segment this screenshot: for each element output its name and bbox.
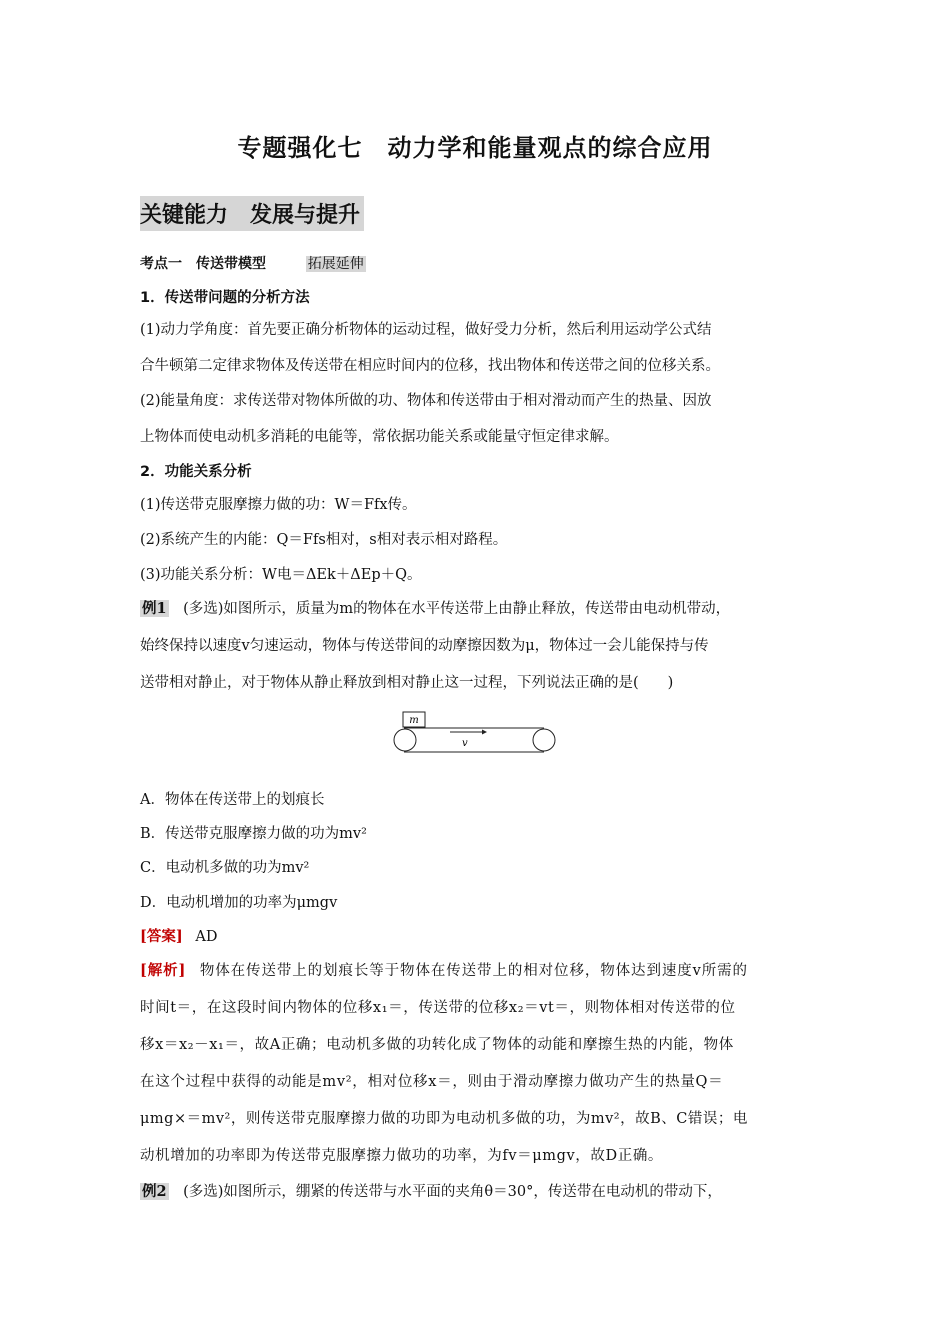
option-c: C．电动机多做的功为mv² (140, 860, 310, 876)
velocity-label: v (462, 738, 468, 749)
option-d: D．电动机增加的功率为μmgv (140, 895, 338, 911)
answer-label: [答案] (140, 928, 183, 945)
velocity-arrowhead (482, 730, 487, 735)
answer-value: AD (195, 929, 218, 945)
example-2-text-1: (多选)如图所示，绷紧的传送带与水平面的夹角θ＝30°，传送带在电动机的带动下， (168, 1184, 722, 1200)
page-title: 专题强化七 动力学和能量观点的综合应用 (237, 134, 713, 162)
subheading-2: 2．功能关系分析 (140, 464, 252, 480)
point-heading (140, 253, 366, 273)
option-b: B．传送带克服摩擦力做的功为mv² (140, 826, 367, 842)
formula-3: (3)功能关系分析：W电＝ΔEk＋ΔEp＋Q。 (140, 567, 422, 583)
formula-2: (2)系统产生的内能：Q＝Ffs相对，s相对表示相对路程。 (140, 532, 508, 548)
paragraph-2b: 上物体而使电动机多消耗的电能等，常依据功能关系或能量守恒定律求解。 (140, 429, 619, 445)
left-pulley (394, 729, 416, 751)
explanation-line-5: μmg×＝mv²，则传送带克服摩擦力做的功即为电动机多做的功，为mv²，故B、C错误；电 (140, 1111, 748, 1127)
explanation-line-2: 时间t＝，在这段时间内物体的位移x₁＝，传送带的位移x₂＝vt＝，则物体相对传送带的位 (140, 1000, 736, 1016)
example-2-label: 例2 (142, 1183, 167, 1200)
explanation-label: [解析] (140, 962, 187, 979)
example-1-label: 例1 (142, 600, 167, 617)
example-1-line-3: 送带相对静止，对于物体从静止释放到相对静止这一过程，下列说法正确的是( ) (140, 675, 674, 691)
example-2-line-1 (140, 1182, 722, 1202)
section-heading: 关键能力 发展与提升 (140, 196, 364, 231)
conveyor-figure (390, 708, 560, 758)
explanation-text-1: 物体在传送带上的划痕长等于物体在传送带上的相对位移，物体达到速度v所需的 (199, 963, 748, 979)
answer-line (140, 927, 217, 947)
option-a: A．物体在传送带上的划痕长 (140, 792, 325, 808)
example-1-line-2: 始终保持以速度v匀速运动，物体与传送带间的动摩擦因数为μ，物体过一会儿能保持与传 (140, 638, 709, 654)
example-1-line-1 (140, 599, 730, 619)
point-label: 考点一 传送带模型 (140, 256, 266, 272)
paragraph-1b: 合牛顿第二定律求物体及传送带在相应时间内的位移，找出物体和传送带之间的位移关系。 (140, 358, 720, 374)
explanation-line-1 (140, 961, 748, 981)
explanation-line-4: 在这个过程中获得的动能是mv²，相对位移x＝，则由于滑动摩擦力做功产生的热量Q＝ (140, 1074, 724, 1090)
explanation-line-6: 动机增加的功率即为传送带克服摩擦力做功的功率，为fv＝μmgv，故D正确。 (140, 1148, 664, 1164)
paragraph-1a: (1)动力学角度：首先要正确分析物体的运动过程，做好受力分析，然后利用运动学公式结 (140, 322, 712, 338)
formula-1: (1)传送带克服摩擦力做的功：W＝Ffx传。 (140, 497, 417, 513)
subheading-1: 1．传送带问题的分析方法 (140, 290, 310, 306)
example-1-text-1: (多选)如图所示，质量为m的物体在水平传送带上由静止释放，传送带由电动机带动， (168, 601, 731, 617)
explanation-line-3: 移x＝x₂－x₁＝，故A正确；电动机多做的功转化成了物体的动能和摩擦生热的内能，物体 (140, 1037, 734, 1053)
right-pulley (533, 729, 555, 751)
mass-label: m (409, 715, 419, 726)
point-tag: 拓展延伸 (307, 256, 364, 272)
paragraph-2a: (2)能量角度：求传送带对物体所做的功、物体和传送带由于相对滑动而产生的热量、因放 (140, 393, 712, 409)
